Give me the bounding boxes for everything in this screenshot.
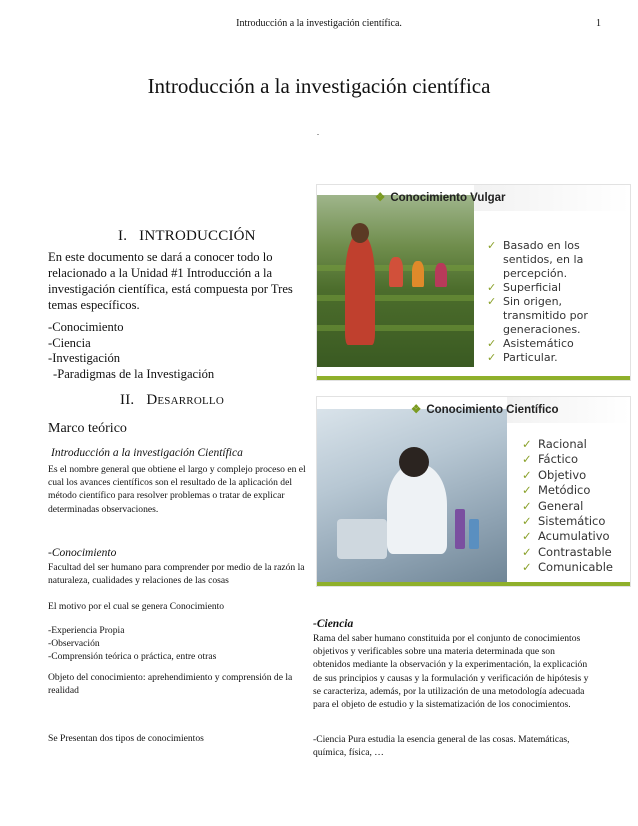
check-icon: ✓ bbox=[487, 281, 497, 294]
slide-bullet: ✓ Sistemático bbox=[522, 514, 606, 529]
slide-bullet: ✓ Fáctico bbox=[522, 452, 578, 467]
check-icon: ✓ bbox=[522, 467, 532, 482]
slide-bullet: ✓ Comunicable bbox=[522, 560, 613, 575]
development-heading-initial: D bbox=[146, 392, 158, 408]
objeto-text: Objeto del conocimiento: aprehendimiento y comprensión de la realidad bbox=[48, 672, 293, 697]
ciencia-label: -Ciencia bbox=[313, 618, 354, 630]
development-heading-rest: ESARROLLO bbox=[157, 395, 224, 407]
slide-bullet: ✓ Superficial bbox=[487, 281, 562, 294]
title-dot: . bbox=[317, 128, 319, 137]
introduction-heading-text: INTRODUCCIÓN bbox=[139, 228, 256, 244]
motivo-text: El motivo por el cual se genera Conocimiento bbox=[48, 601, 225, 612]
introduction-paragraph: En este documento se dará a conocer todo lo relacionado a la Unidad #1 Introducción a la investigación científica, está compuesta por Tres temas específicos. bbox=[48, 250, 293, 312]
check-icon: ✓ bbox=[487, 337, 497, 350]
development-numeral: II. bbox=[120, 392, 135, 408]
tea-pickers-photo bbox=[317, 195, 474, 367]
check-icon: ✓ bbox=[522, 452, 532, 467]
slide-bullet: ✓ General bbox=[522, 498, 584, 513]
slide-accent-strip bbox=[317, 376, 630, 380]
diamond-bullet-icon: ❖ bbox=[375, 192, 386, 204]
development-heading bbox=[120, 392, 224, 409]
topic-item: -Paradigmas de la Investigación bbox=[53, 366, 215, 381]
slide-bullet: ✓ Metódico bbox=[522, 483, 591, 498]
diamond-bullet-icon: ❖ bbox=[411, 404, 422, 416]
slide-accent-strip bbox=[317, 582, 630, 586]
ciencia-pura-text: -Ciencia Pura estudia la esencia general de las cosas. Matemáticas, química, física, … bbox=[313, 734, 570, 759]
cause-item: -Observación bbox=[48, 638, 100, 650]
cause-item: -Experiencia Propia bbox=[48, 625, 125, 636]
slide-bullet-list bbox=[522, 437, 627, 576]
check-icon: ✓ bbox=[522, 514, 532, 529]
topic-item: -Conocimiento bbox=[48, 320, 124, 334]
introduction-heading bbox=[118, 228, 256, 245]
slide-bullet: ✓ Particular. bbox=[487, 351, 558, 364]
introduction-numeral: I. bbox=[118, 228, 128, 244]
marco-teorico-heading: Marco teórico bbox=[48, 421, 127, 436]
causes-list bbox=[48, 624, 310, 664]
conocimiento-label: -Conocimiento bbox=[48, 547, 117, 559]
check-icon: ✓ bbox=[522, 498, 532, 513]
check-icon: ✓ bbox=[522, 437, 532, 451]
cause-item: -Comprensión teórica o práctica, entre otras bbox=[48, 651, 217, 663]
check-icon: ✓ bbox=[487, 351, 497, 364]
slide-bullet: ✓ Objetivo bbox=[522, 467, 587, 482]
slide-bullet: ✓ Acumulativo bbox=[522, 529, 610, 544]
check-icon: ✓ bbox=[522, 544, 532, 559]
conocimiento-text: Facultad del ser humano para comprender por medio de la razón la naturaleza, cualidades y relaciones de las cosas bbox=[48, 562, 305, 587]
page-number: 1 bbox=[596, 18, 601, 29]
check-icon: ✓ bbox=[522, 483, 532, 498]
slide-bullet-list bbox=[487, 239, 627, 365]
ciencia-text: Rama del saber humano constituida por el conjunto de conocimientos objetivos y verificables sobre una materia determinada que son obtenidos mediante la observación y la experimentación, la explicación de sus principios y causas y la formulación y verificación de hipótesis y se caracteriza, además, por la utilización de una metodología adecuada para el objeto de estudio y la sistematización de los conocimientos. bbox=[313, 633, 589, 711]
running-header: Introducción a la investigación científica. bbox=[236, 18, 402, 29]
slide-bullet: ✓ Asistemático bbox=[487, 337, 574, 350]
tipos-text: Se Presentan dos tipos de conocimientos bbox=[48, 733, 204, 744]
intro-investigation-text: Es el nombre general que obtiene el largo y complejo proceso en el cual los avances científicos son el resultado de la aplicación del método científico para resolver problemas o tratar de explicar determinadas observaciones. bbox=[48, 464, 306, 515]
slide-bullet: ✓ Racional bbox=[522, 437, 587, 451]
slide-conocimiento-cientifico bbox=[316, 396, 631, 587]
slide-bullet: ✓ Sin origen, transmitido por generaciones. bbox=[487, 295, 588, 336]
topic-item: -Ciencia bbox=[48, 335, 91, 350]
slide-title: ❖ Conocimiento Vulgar bbox=[375, 192, 506, 204]
slide-bullet: ✓ Contrastable bbox=[522, 544, 612, 559]
check-icon: ✓ bbox=[522, 529, 532, 544]
check-icon: ✓ bbox=[487, 239, 497, 252]
document-title: Introducción a la investigación científica bbox=[147, 74, 491, 98]
topic-item: -Investigación bbox=[48, 351, 121, 365]
intro-investigation-label: Introducción a la investigación Científica bbox=[51, 447, 243, 459]
lab-scientist-photo bbox=[317, 409, 507, 586]
check-icon: ✓ bbox=[522, 560, 532, 575]
topic-list bbox=[48, 320, 310, 382]
slide-conocimiento-vulgar bbox=[316, 184, 631, 381]
slide-title: ❖ Conocimiento Científico bbox=[411, 404, 559, 416]
check-icon: ✓ bbox=[487, 295, 497, 308]
slide-bullet: ✓ Basado en los sentidos, en la percepción. bbox=[487, 239, 584, 280]
